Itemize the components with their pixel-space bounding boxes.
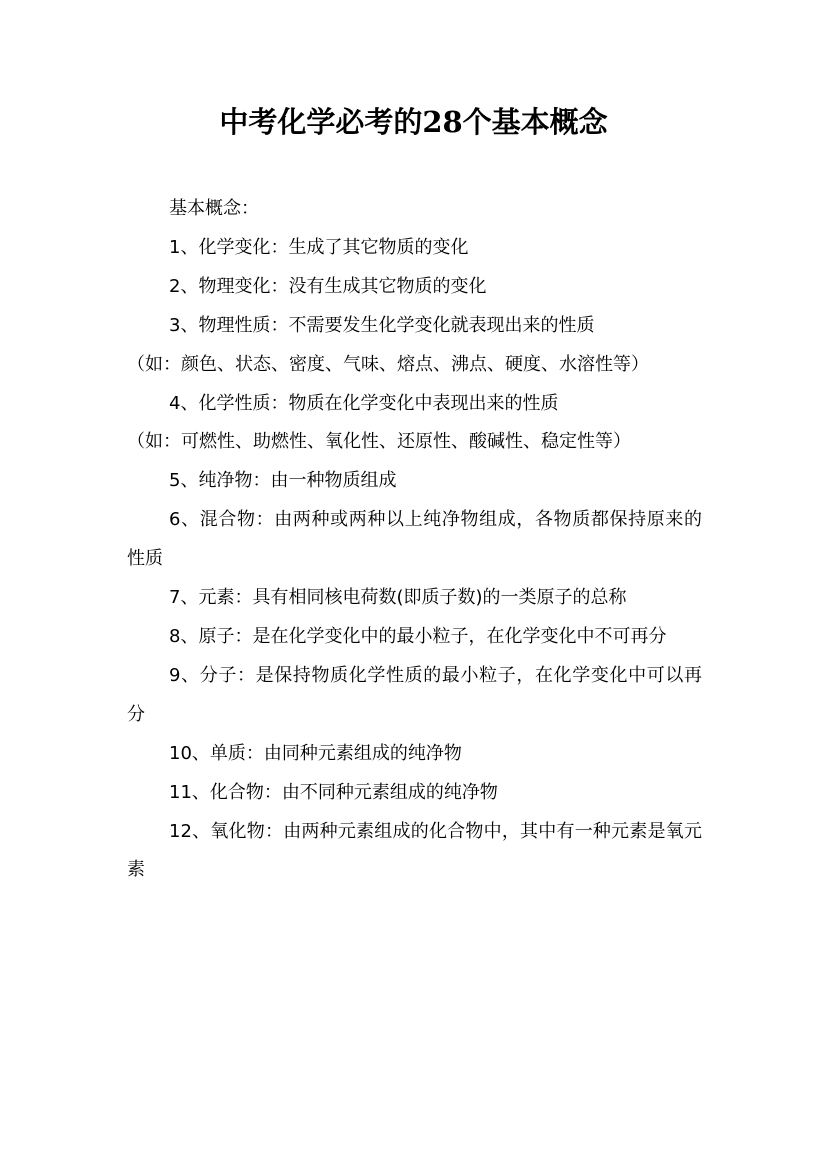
concept-item-1: 1、化学变化：生成了其它物质的变化 [169,236,469,258]
concept-item-9: 9、分子：是保持物质化学性质的最小粒子，在化学变化中可以再分 [127,664,702,725]
concept-item-6: 6、混合物：由两种或两种以上纯净物组成，各物质都保持原来的性质 [127,509,702,570]
document-title: 中考化学必考的28个基本概念 [219,105,608,139]
concept-item-3-examples: （如：颜色、状态、密度、气味、熔点、沸点、硬度、水溶性等） [127,353,649,375]
concept-item-12: 12、氧化物：由两种元素组成的化合物中，其中有一种元素是氧元素 [127,820,702,881]
document-body [127,190,702,890]
concept-item-10: 10、单质：由同种元素组成的纯净物 [169,742,462,764]
section-heading: 基本概念： [169,198,259,219]
concept-item-2: 2、物理变化：没有生成其它物质的变化 [169,275,487,297]
concept-item-8: 8、原子：是在化学变化中的最小粒子，在化学变化中不可再分 [169,625,667,647]
concept-item-7: 7、元素：具有相同核电荷数(即质子数)的一类原子的总称 [169,587,627,609]
concept-item-3: 3、物理性质：不需要发生化学变化就表现出来的性质 [169,314,595,336]
concept-item-4-examples: （如：可燃性、助燃性、氧化性、还原性、酸碱性、稳定性等） [127,431,631,453]
concept-item-5: 5、纯净物：由一种物质组成 [169,470,397,492]
concept-item-11: 11、化合物：由不同种元素组成的纯净物 [169,781,498,803]
concept-item-4: 4、化学性质：物质在化学变化中表现出来的性质 [169,392,559,414]
